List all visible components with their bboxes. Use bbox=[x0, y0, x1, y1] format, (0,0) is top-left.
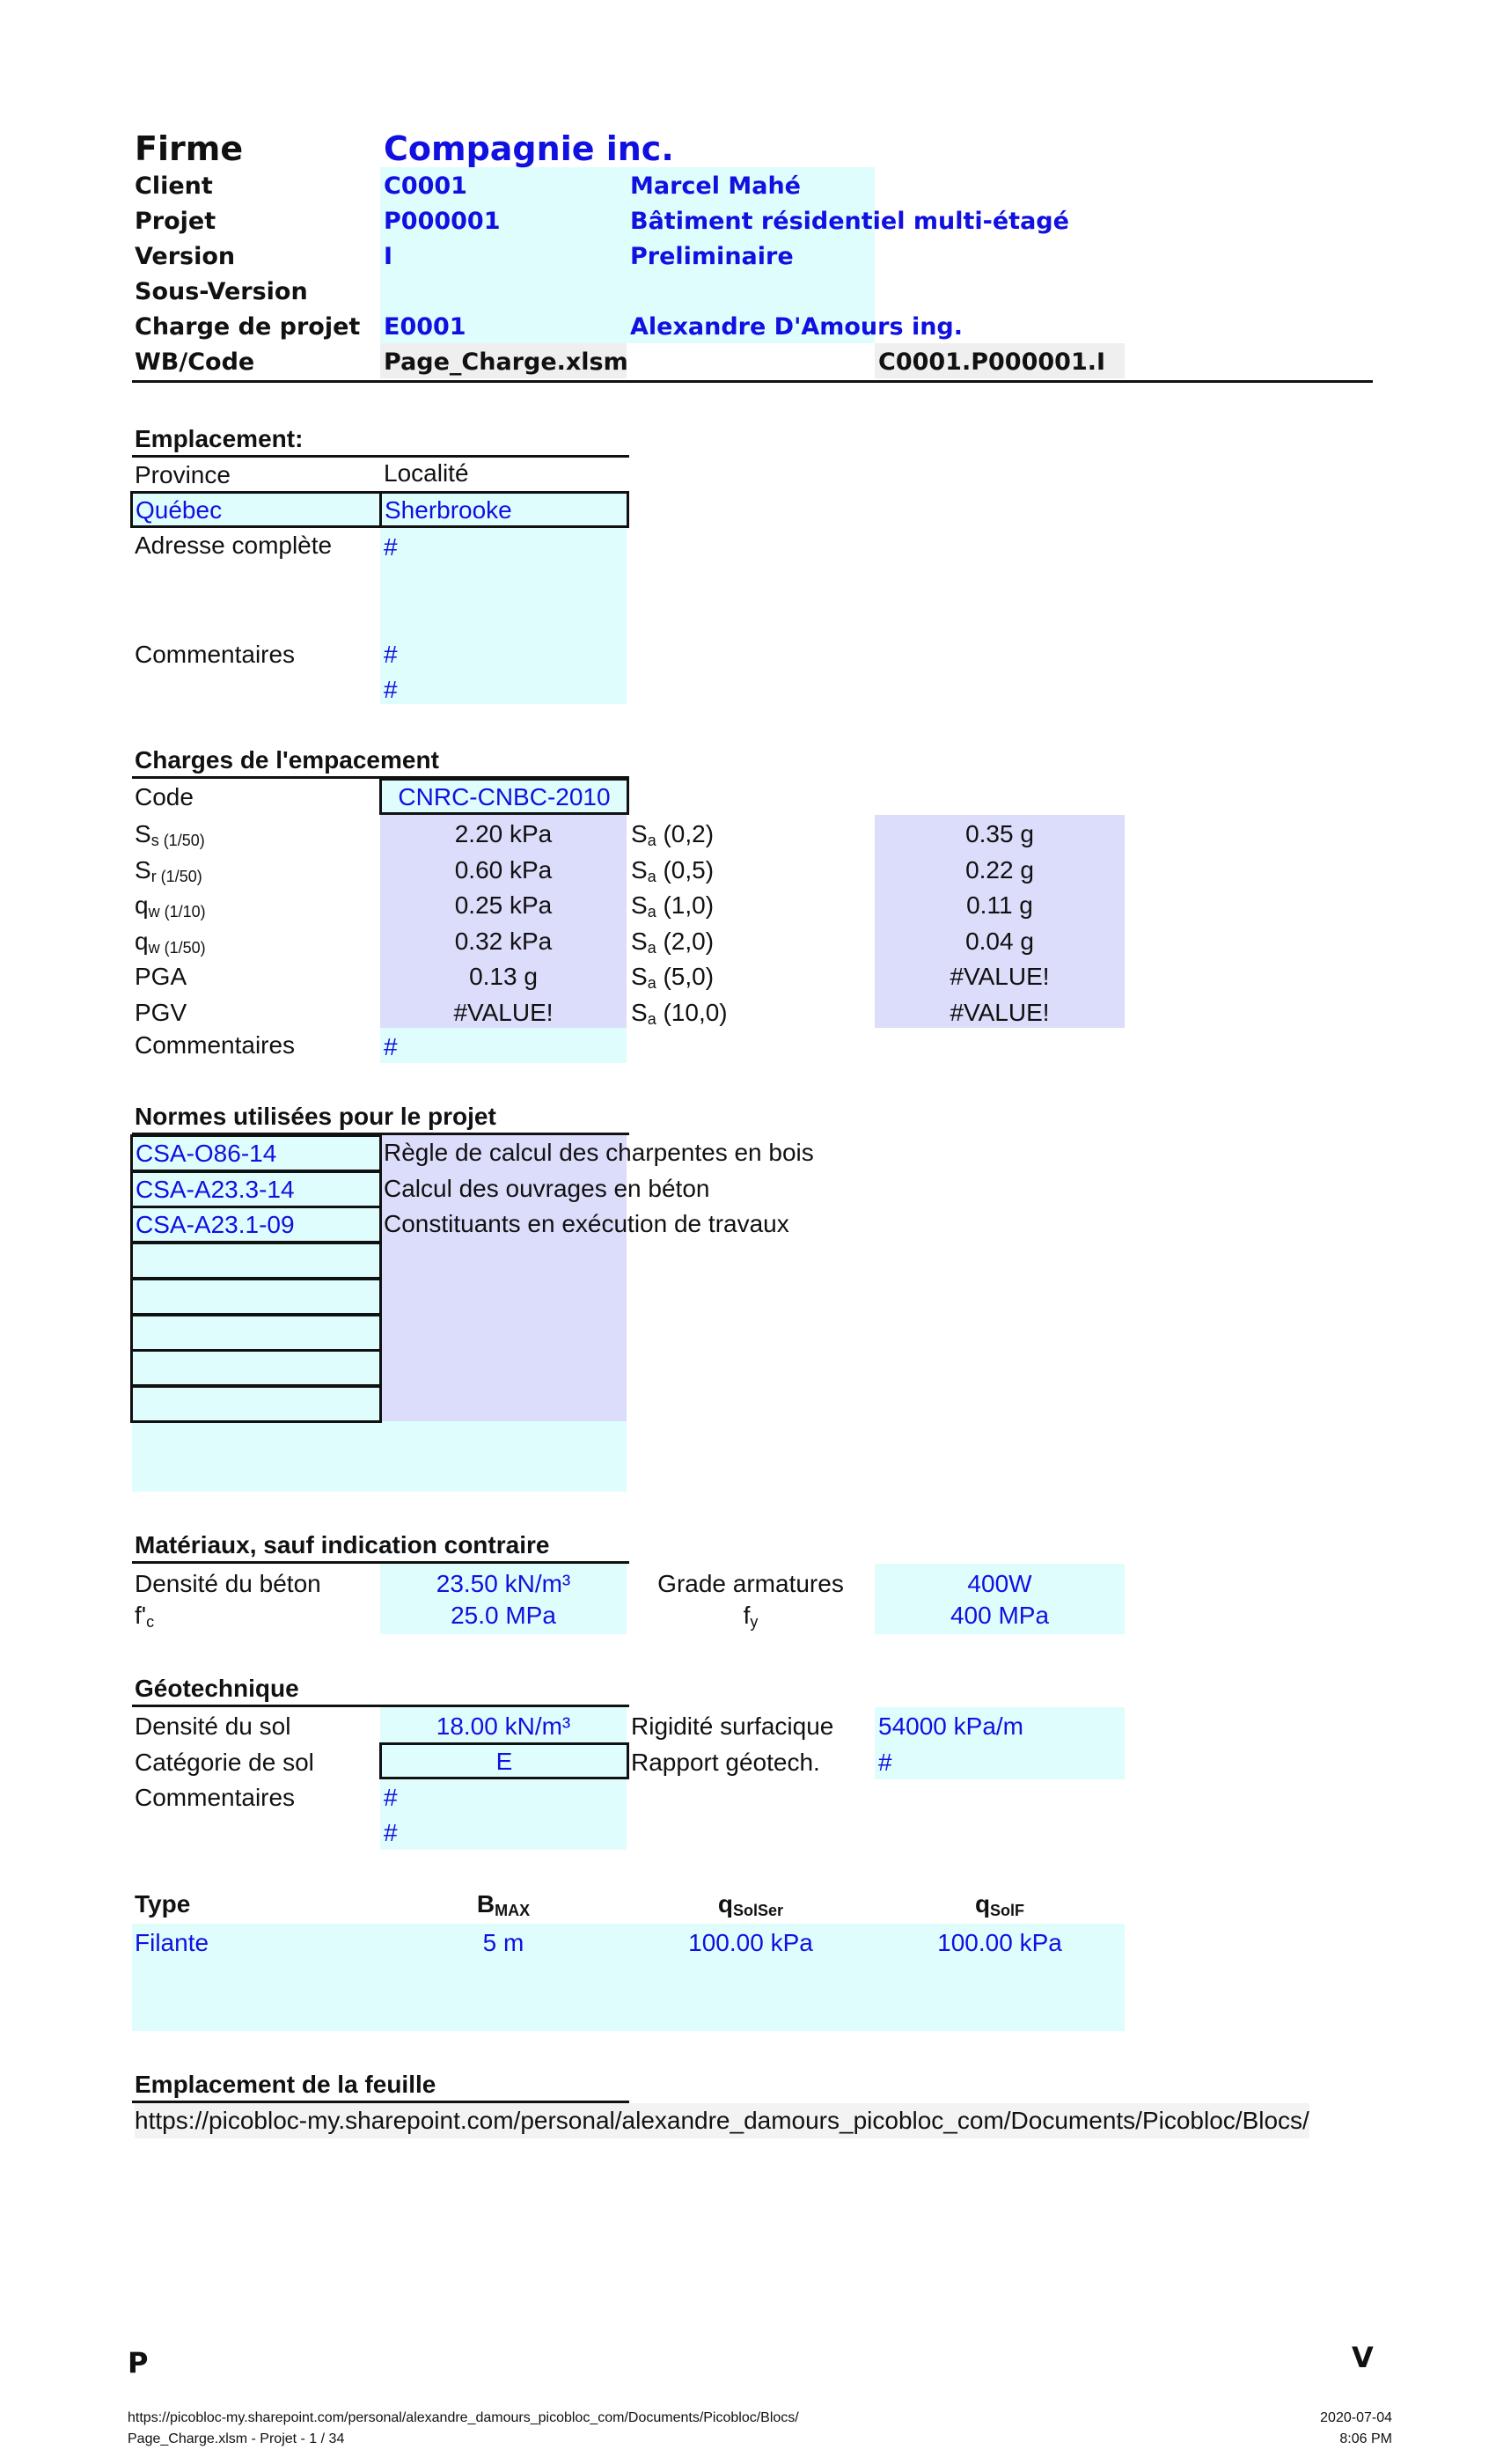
type-header: Type bbox=[135, 1890, 191, 1918]
localite-label: Localité bbox=[384, 459, 469, 487]
firme-value[interactable]: Compagnie inc. bbox=[384, 129, 674, 168]
norme-code: CSA-O86-14 bbox=[136, 1140, 277, 1167]
norme-code-cell[interactable] bbox=[130, 1385, 382, 1423]
wb-file: Page_Charge.xlsm bbox=[384, 348, 628, 376]
province-value: Québec bbox=[136, 496, 223, 524]
norme-code-cell[interactable] bbox=[130, 1206, 382, 1243]
norme-code-cell[interactable] bbox=[130, 1242, 382, 1280]
emplacement-comment-1[interactable]: # bbox=[384, 641, 398, 668]
charge-value: 0.32 kPa bbox=[454, 928, 553, 955]
charge-name[interactable]: Alexandre D'Amours ing. bbox=[630, 313, 963, 341]
geotech-comments-bg bbox=[380, 1779, 627, 1850]
emplacement-commentaires-label: Commentaires bbox=[135, 641, 296, 668]
charges-commentaires-value[interactable]: # bbox=[384, 1033, 398, 1060]
norme-code-cell[interactable] bbox=[130, 1349, 382, 1387]
charges-title: Charges de l'empacement bbox=[135, 746, 439, 774]
charge-code[interactable]: E0001 bbox=[384, 313, 466, 341]
geotechnique-title: Géotechnique bbox=[135, 1675, 299, 1702]
sa-value: 0.22 g bbox=[965, 856, 1034, 884]
localite-cell[interactable] bbox=[379, 491, 629, 528]
norme-code: CSA-A23.1-09 bbox=[136, 1211, 295, 1238]
version-name[interactable]: Preliminaire bbox=[630, 243, 794, 270]
rigidite-value[interactable]: 54000 kPa/m bbox=[878, 1712, 1023, 1740]
norme-code-cell[interactable] bbox=[130, 1314, 382, 1352]
densite-beton-value[interactable]: 23.50 kN/m³ bbox=[436, 1570, 571, 1597]
materiaux-title: Matériaux, sauf indication contraire bbox=[135, 1531, 550, 1558]
categorie-label: Catégorie de sol bbox=[135, 1749, 314, 1776]
province-cell[interactable] bbox=[130, 491, 382, 528]
bmax-header: $B_{MAX}$ bbox=[476, 1890, 531, 1919]
feuille-title: Emplacement de la feuille bbox=[135, 2071, 436, 2098]
footer-right-mark: V bbox=[1352, 2341, 1374, 2374]
charge-symbol: PGA bbox=[135, 963, 187, 990]
client-code[interactable]: C0001 bbox=[384, 172, 467, 200]
normes-extra-bg bbox=[132, 1421, 627, 1492]
sa-label: $S_a$ (0,2) bbox=[631, 820, 715, 849]
norme-description: Calcul des ouvrages en béton bbox=[384, 1175, 710, 1202]
sa-value: #VALUE! bbox=[950, 963, 1050, 990]
sousversion-label: Sous-Version bbox=[135, 278, 308, 305]
adresse-label: Adresse complète bbox=[135, 532, 333, 559]
wb-code: C0001.P000001.I bbox=[878, 348, 1106, 376]
norme-code: CSA-A23.3-14 bbox=[136, 1176, 295, 1203]
sa-label: $S_a$ (5,0) bbox=[631, 963, 715, 992]
categorie-cell[interactable] bbox=[379, 1742, 629, 1779]
charge-symbol: $S_{s (1/50)}$ bbox=[135, 820, 205, 849]
sa-value: 0.04 g bbox=[965, 928, 1034, 955]
fc-label: $f'_c$ bbox=[135, 1602, 155, 1631]
qsolf-header: $q_{SolF}$ bbox=[974, 1890, 1025, 1919]
client-label: Client bbox=[135, 172, 213, 200]
footer-path: https://picobloc-my.sharepoint.com/personal/alexandre_damours_picobloc_com/Documents/Picobloc/Blocs/ bbox=[128, 2410, 799, 2425]
version-label: Version bbox=[135, 243, 236, 270]
code-cell[interactable] bbox=[379, 778, 629, 815]
type-value[interactable]: Filante bbox=[135, 1929, 209, 1956]
qsolser-value[interactable]: 100.00 kPa bbox=[688, 1929, 813, 1956]
emplacement-comment-2[interactable]: # bbox=[384, 676, 398, 703]
charges-commentaires-label: Commentaires bbox=[135, 1031, 296, 1059]
charge-value: 0.60 kPa bbox=[454, 856, 553, 884]
rigidite-label: Rigidité surfacique bbox=[631, 1712, 834, 1740]
fy-label: $f_y$ bbox=[743, 1602, 759, 1631]
footer-time: 8:06 PM bbox=[1339, 2431, 1392, 2446]
rapport-value[interactable]: # bbox=[878, 1749, 892, 1776]
adresse-bg bbox=[380, 528, 627, 704]
sa-label: $S_a$ (2,0) bbox=[631, 928, 715, 957]
charges-commentaires-bg bbox=[380, 1028, 627, 1063]
qsolf-value[interactable]: 100.00 kPa bbox=[937, 1929, 1062, 1956]
sa-value: 0.11 g bbox=[966, 891, 1033, 919]
footer-left-mark: P bbox=[128, 2346, 149, 2380]
geotech-comment-2[interactable]: # bbox=[384, 1819, 398, 1846]
emplacement-title: Emplacement: bbox=[135, 425, 304, 452]
qsolser-header: $q_{SolSer}$ bbox=[717, 1890, 784, 1919]
fc-value[interactable]: 25.0 MPa bbox=[451, 1602, 556, 1629]
projet-name[interactable]: Bâtiment résidentiel multi-étagé bbox=[630, 208, 1069, 235]
geotech-commentaires-label: Commentaires bbox=[135, 1784, 296, 1811]
footer-file-page: Page_Charge.xlsm - Projet - 1 / 34 bbox=[128, 2431, 345, 2446]
projet-code[interactable]: P000001 bbox=[384, 208, 501, 235]
adresse-value[interactable]: # bbox=[384, 533, 398, 561]
sa-label: $S_a$ (1,0) bbox=[631, 891, 715, 920]
version-code[interactable]: I bbox=[384, 243, 393, 270]
sa-label: $S_a$ (10,0) bbox=[631, 999, 728, 1028]
norme-description: Règle de calcul des charpentes en bois bbox=[384, 1139, 814, 1166]
bmax-value[interactable]: 5 m bbox=[482, 1929, 524, 1956]
densite-sol-label: Densité du sol bbox=[135, 1712, 291, 1740]
densite-sol-value[interactable]: 18.00 kN/m³ bbox=[436, 1712, 571, 1740]
rapport-label: Rapport géotech. bbox=[631, 1749, 820, 1776]
charge-label: Charge de projet bbox=[135, 313, 361, 341]
localite-value: Sherbrooke bbox=[385, 496, 512, 524]
charge-value: 2.20 kPa bbox=[454, 820, 553, 847]
charge-symbol: $q_{w (1/50)}$ bbox=[135, 928, 206, 957]
sa-label: $S_a$ (0,5) bbox=[631, 856, 715, 885]
province-label: Province bbox=[135, 461, 231, 488]
header-divider bbox=[132, 380, 1373, 383]
charge-value: 0.25 kPa bbox=[454, 891, 553, 919]
norme-code-cell[interactable] bbox=[130, 1278, 382, 1316]
charge-value: 0.13 g bbox=[469, 963, 538, 990]
grade-value[interactable]: 400W bbox=[967, 1570, 1032, 1597]
sa-value: #VALUE! bbox=[950, 999, 1050, 1026]
norme-description: Constituants en exécution de travaux bbox=[384, 1210, 789, 1237]
densite-beton-label: Densité du béton bbox=[135, 1570, 321, 1597]
grade-label: Grade armatures bbox=[657, 1570, 844, 1597]
code-value: CNRC-CNBC-2010 bbox=[398, 783, 611, 810]
charge-symbol: $S_{r (1/50)}$ bbox=[135, 856, 202, 885]
charge-value: #VALUE! bbox=[453, 999, 554, 1026]
firme-label: Firme bbox=[135, 129, 244, 168]
geotech-comment-1[interactable]: # bbox=[384, 1784, 398, 1811]
client-name[interactable]: Marcel Mahé bbox=[630, 172, 801, 200]
code-label: Code bbox=[135, 783, 194, 810]
categorie-value: E bbox=[495, 1748, 513, 1775]
footer-date: 2020-07-04 bbox=[1320, 2410, 1392, 2425]
charge-symbol: $q_{w (1/10)}$ bbox=[135, 891, 206, 920]
projet-label: Projet bbox=[135, 208, 216, 235]
fy-value[interactable]: 400 MPa bbox=[950, 1602, 1050, 1629]
normes-title: Normes utilisées pour le projet bbox=[135, 1103, 496, 1130]
feuille-path: https://picobloc-my.sharepoint.com/personal/alexandre_damours_picobloc_com/Documents/Picobloc/Blocs/ bbox=[135, 2103, 1309, 2138]
norme-code-cell[interactable] bbox=[130, 1134, 382, 1172]
wb-label: WB/Code bbox=[135, 348, 255, 376]
sa-value: 0.35 g bbox=[965, 820, 1034, 847]
norme-code-cell[interactable] bbox=[130, 1170, 382, 1208]
charge-symbol: PGV bbox=[135, 999, 187, 1026]
